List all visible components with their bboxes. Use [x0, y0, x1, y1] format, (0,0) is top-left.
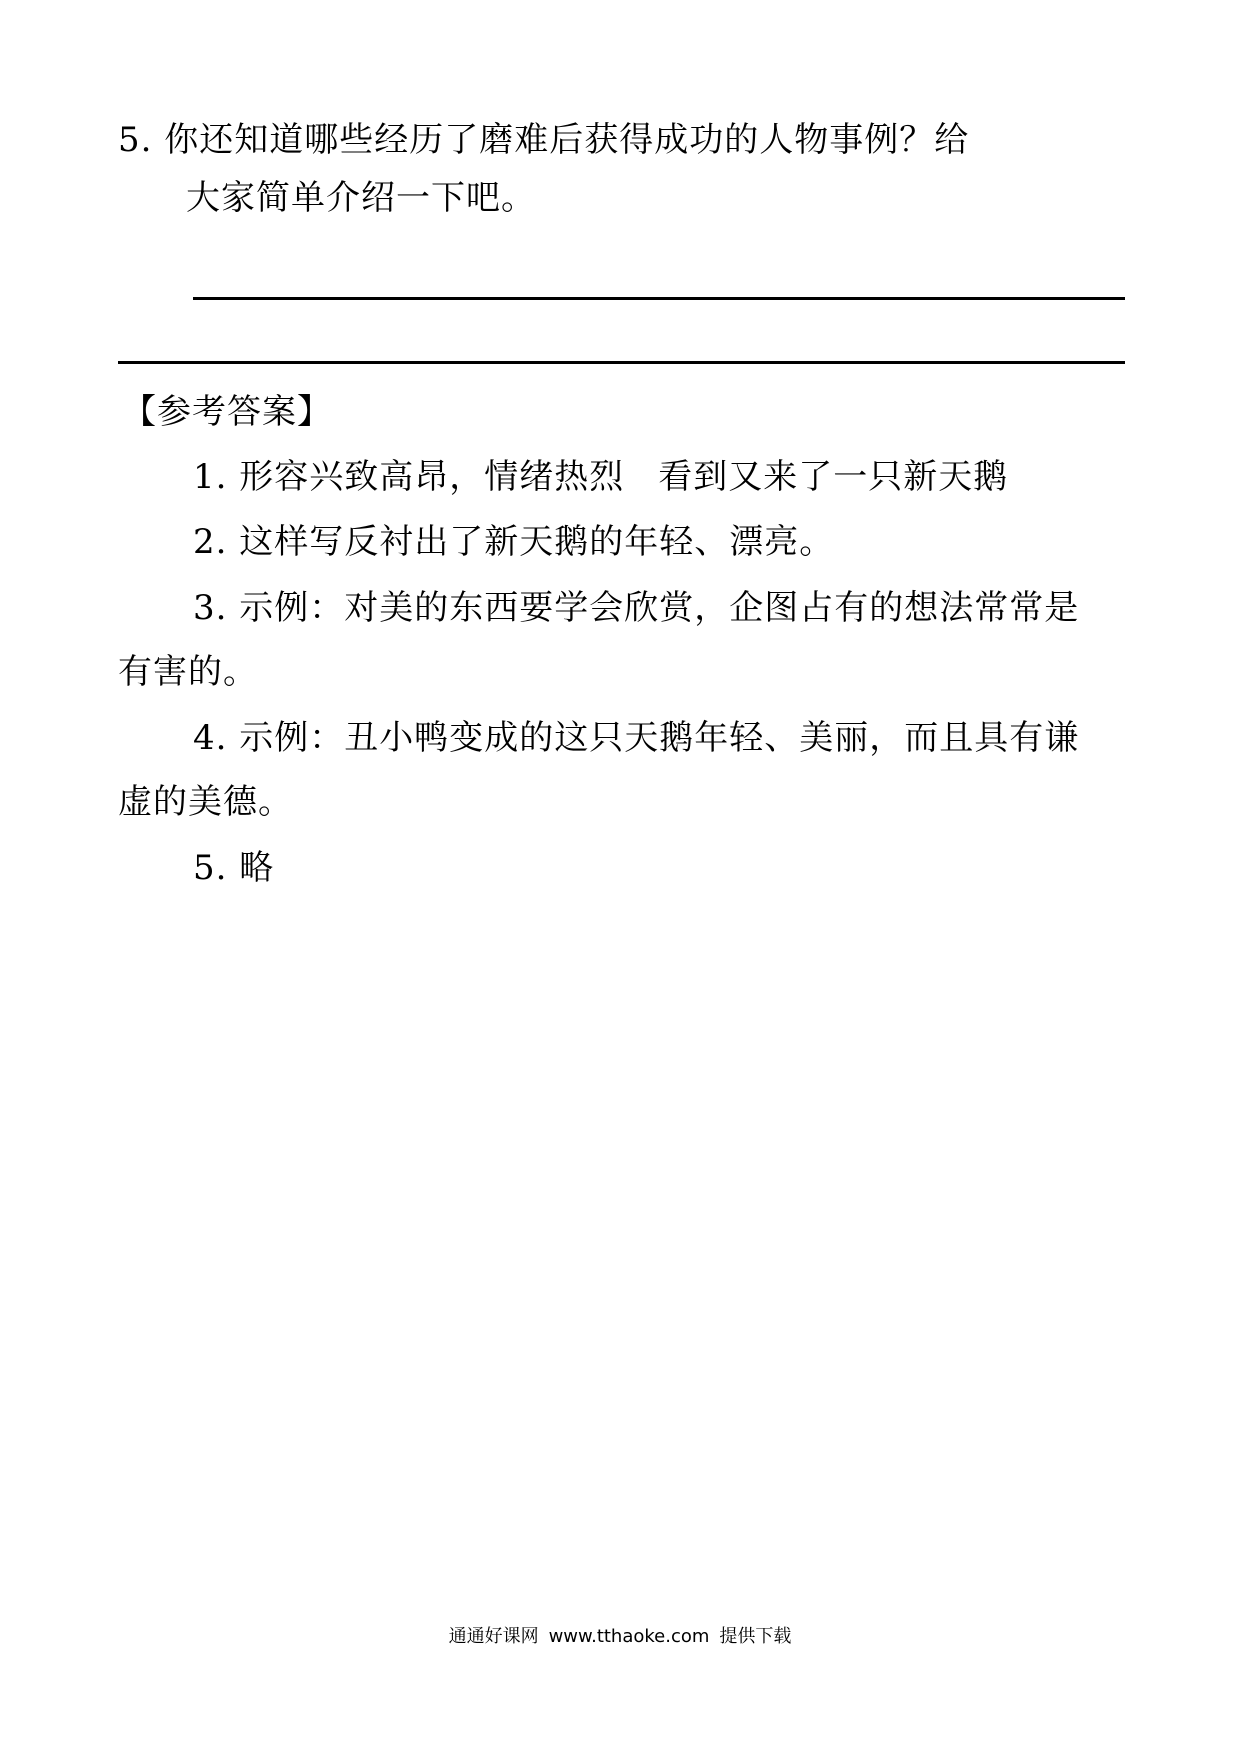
answer-1	[193, 455, 1008, 499]
answer-3-line-1: 3. 示例：对美的东西要学会欣赏，企图占有的想法常常是	[193, 588, 1080, 628]
answer-4-line-1: 4. 示例：丑小鸭变成的这只天鹅年轻、美丽，而且具有谦	[193, 718, 1080, 758]
answer-1-part-1: 1. 形容兴致高昂，情绪热烈	[193, 457, 625, 497]
footer-url: www.tthaoke.com	[548, 1626, 710, 1647]
answer-key-heading: 【参考答案】	[122, 392, 332, 432]
question-5-line-2: 大家简单介绍一下吧。	[186, 178, 536, 218]
answer-3-line-2: 有害的。	[118, 652, 258, 692]
answer-blank-line-1	[193, 297, 1125, 300]
answer-4-line-2: 虚的美德。	[118, 782, 293, 822]
answer-1-part-2: 看到又来了一只新天鹅	[658, 457, 1009, 497]
footer-suffix: 提供下载	[719, 1626, 792, 1647]
answer-2: 2. 这样写反衬出了新天鹅的年轻、漂亮。	[193, 522, 835, 562]
footer-site-name: 通通好课网	[448, 1626, 539, 1647]
answer-blank-line-2	[118, 361, 1125, 364]
question-5-line-1: 5. 你还知道哪些经历了磨难后获得成功的人物事例？给	[118, 120, 970, 160]
answer-5: 5. 略	[193, 848, 275, 888]
page-footer	[0, 1625, 1240, 1649]
